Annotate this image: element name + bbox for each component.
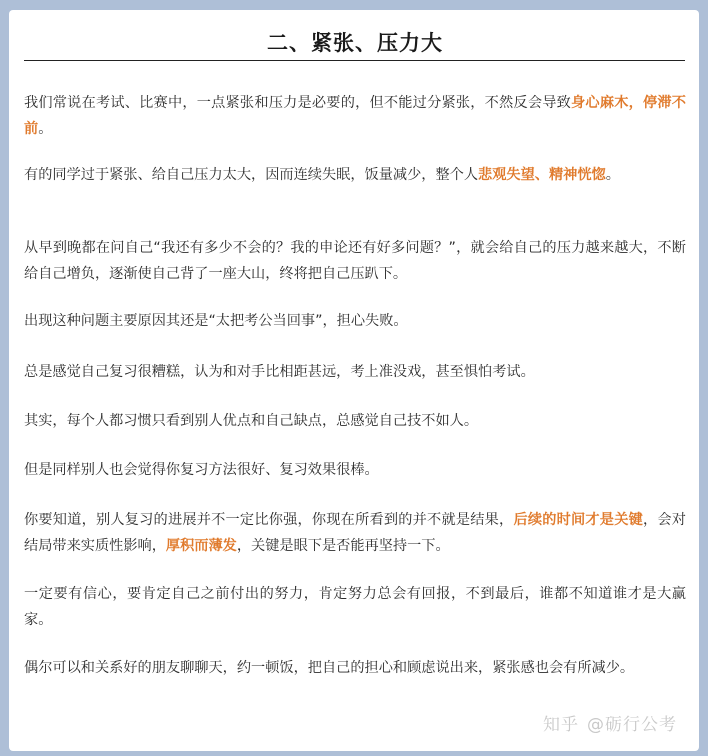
paragraph-8 <box>24 507 686 559</box>
watermark <box>543 710 677 735</box>
paragraph-4 <box>24 308 686 334</box>
highlight-text: 厚积而薄发 <box>165 538 237 554</box>
paragraph-5 <box>24 359 686 385</box>
highlight-text: 悲观失望、精神恍惚 <box>478 167 606 183</box>
highlight-text: 后续的时间才是关键 <box>513 512 643 528</box>
zhihu-logo-text: 知乎 <box>543 715 579 735</box>
paragraph-text: 出现这种问题主要原因其还是“太把考公当回事”，担心失败。 <box>24 313 408 329</box>
paragraph-text: 。 <box>38 121 53 137</box>
paragraph-text: 有的同学过于紧张、给自己压力太大，因而连续失眠，饭量减少，整个人 <box>24 167 479 183</box>
paragraph-text: ，关键是眼下是否能再坚持一下。 <box>236 538 450 554</box>
paragraph-7 <box>24 457 686 483</box>
article-card <box>9 10 699 751</box>
paragraph-text: 偶尔可以和关系好的朋友聊聊天，约一顿饭，把自己的担心和顾虑说出来，紧张感也会有所减少。 <box>24 660 635 676</box>
paragraph-text: 从早到晚都在问自己“我还有多少不会的？我的申论还有好多问题？”，就会给自己的压力越来越大，不断给自己增负，逐渐使自己背了一座大山，终将把自己压趴下。 <box>24 240 686 282</box>
highlight-text: 身心麻木，停滞不前 <box>24 95 686 137</box>
title-divider <box>24 60 685 61</box>
paragraph-1 <box>24 90 686 142</box>
paragraph-6 <box>24 408 686 434</box>
paragraph-9 <box>24 581 686 633</box>
paragraph-text: 一定要有信心，要肯定自己之前付出的努力，肯定努力总会有回报，不到最后，谁都不知道谁才是大赢家。 <box>24 586 686 628</box>
paragraph-text: 但是同样别人也会觉得你复习方法很好、复习效果很棒。 <box>24 462 379 478</box>
paragraph-text: 你要知道，别人复习的进展并不一定比你强，你现在所看到的并不就是结果， <box>24 512 514 528</box>
paragraph-text: 。 <box>605 167 620 183</box>
section-title: 二、紧张、压力大 <box>267 31 443 55</box>
paragraph-10 <box>24 655 686 681</box>
paragraph-text: 其实，每个人都习惯只看到别人优点和自己缺点，总感觉自己技不如人。 <box>24 413 479 429</box>
paragraph-text: 总是感觉自己复习很糟糕，认为和对手比相距甚远，考上准没戏，甚至惧怕考试。 <box>24 364 535 380</box>
paragraph-2 <box>24 162 686 188</box>
paragraph-text: ，会对结局带来实质性影响， <box>24 512 686 554</box>
paragraph-text: 我们常说在考试、比赛中，一点紧张和压力是必要的，但不能过分紧张，不然反会导致 <box>24 95 572 111</box>
paragraph-3 <box>24 235 686 287</box>
author-handle: @砺行公考 <box>587 715 677 735</box>
